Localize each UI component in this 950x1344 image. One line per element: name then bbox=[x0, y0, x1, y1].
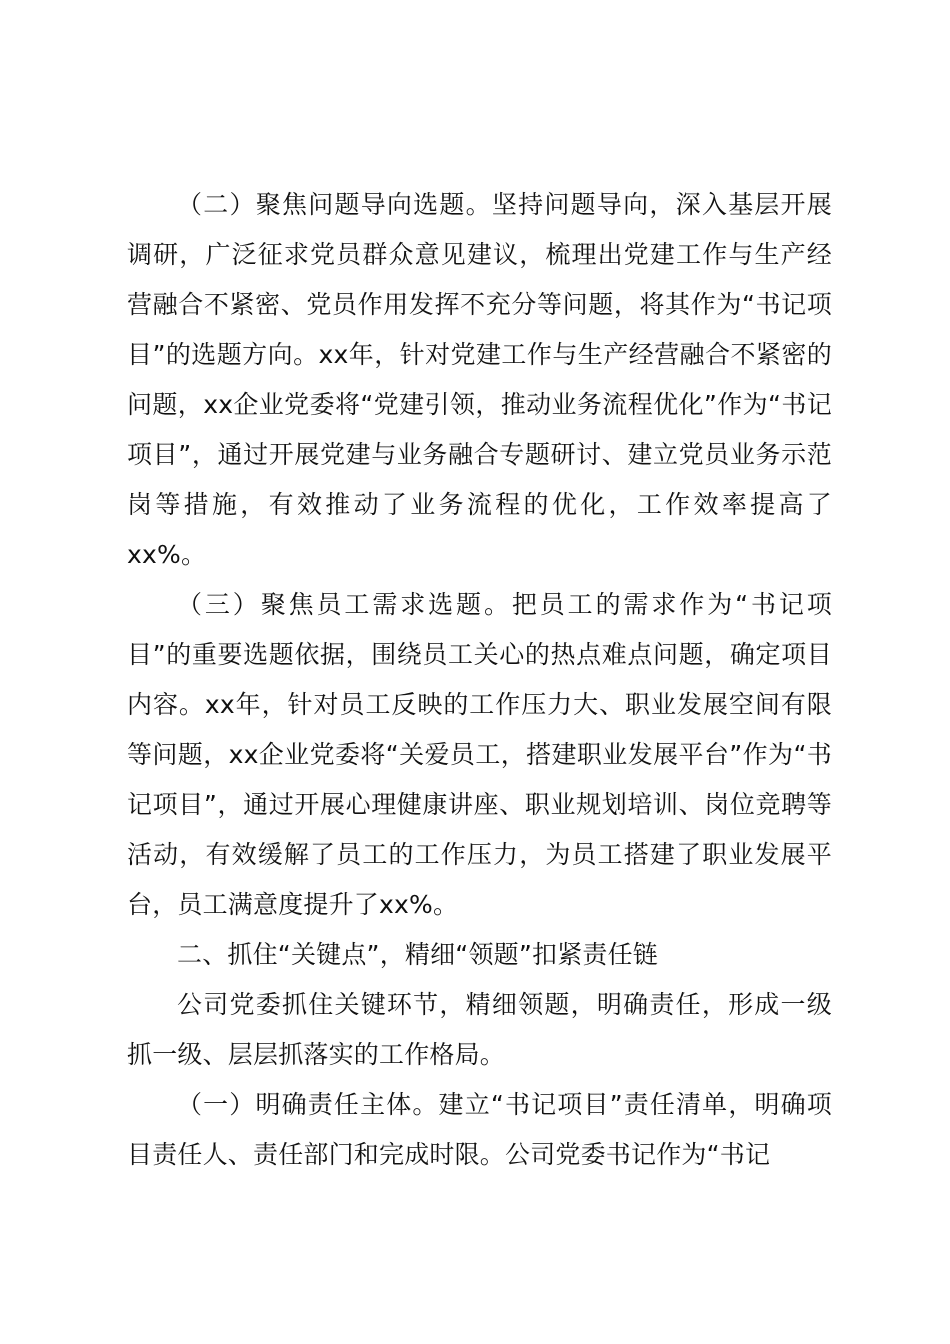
paragraph-section-3-1: （一）明确责任主体。建立“书记项目”责任清单，明确项目责任人、责任部门和完成时限。公司党委书记作为“书记 bbox=[127, 1090, 832, 1169]
section-heading-2: 二、抓住“关键点”，精细“领题”扣紧责任链 bbox=[177, 940, 659, 969]
paragraph-section-2-2: （二）聚焦问题导向选题。坚持问题导向，深入基层开展调研，广泛征求党员群众意见建议，梳理出党建工作与生产经营融合不紧密、党员作用发挥不充分等问题，将其作为“书记项目”的选题方向。xx年，针对党建工作与生产经营融合不紧密的问题，xx企业党委将“党建引领，推动业务流程优化”作为“书记项目”，通过开展党建与业务融合专题研讨、建立党员业务示范岗等措施，有效推动了业务流程的优化，工作效率提高了xx%。 bbox=[127, 190, 832, 569]
document-body bbox=[127, 180, 832, 1180]
paragraph-section-2-3: （三）聚焦员工需求选题。把员工的需求作为“书记项目”的重要选题依据，围绕员工关心的热点难点问题，确定项目内容。xx年，针对员工反映的工作压力大、职业发展空间有限等问题，xx企业党委将“关爱员工，搭建职业发展平台”作为“书记项目”，通过开展心理健康讲座、职业规划培训、岗位竞聘等活动，有效缓解了员工的工作压力，为员工搭建了职业发展平台，员工满意度提升了xx%。 bbox=[127, 590, 832, 919]
paragraph-section-intro: 公司党委抓住关键环节，精细领题，明确责任，形成一级抓一级、层层抓落实的工作格局。 bbox=[127, 990, 832, 1069]
